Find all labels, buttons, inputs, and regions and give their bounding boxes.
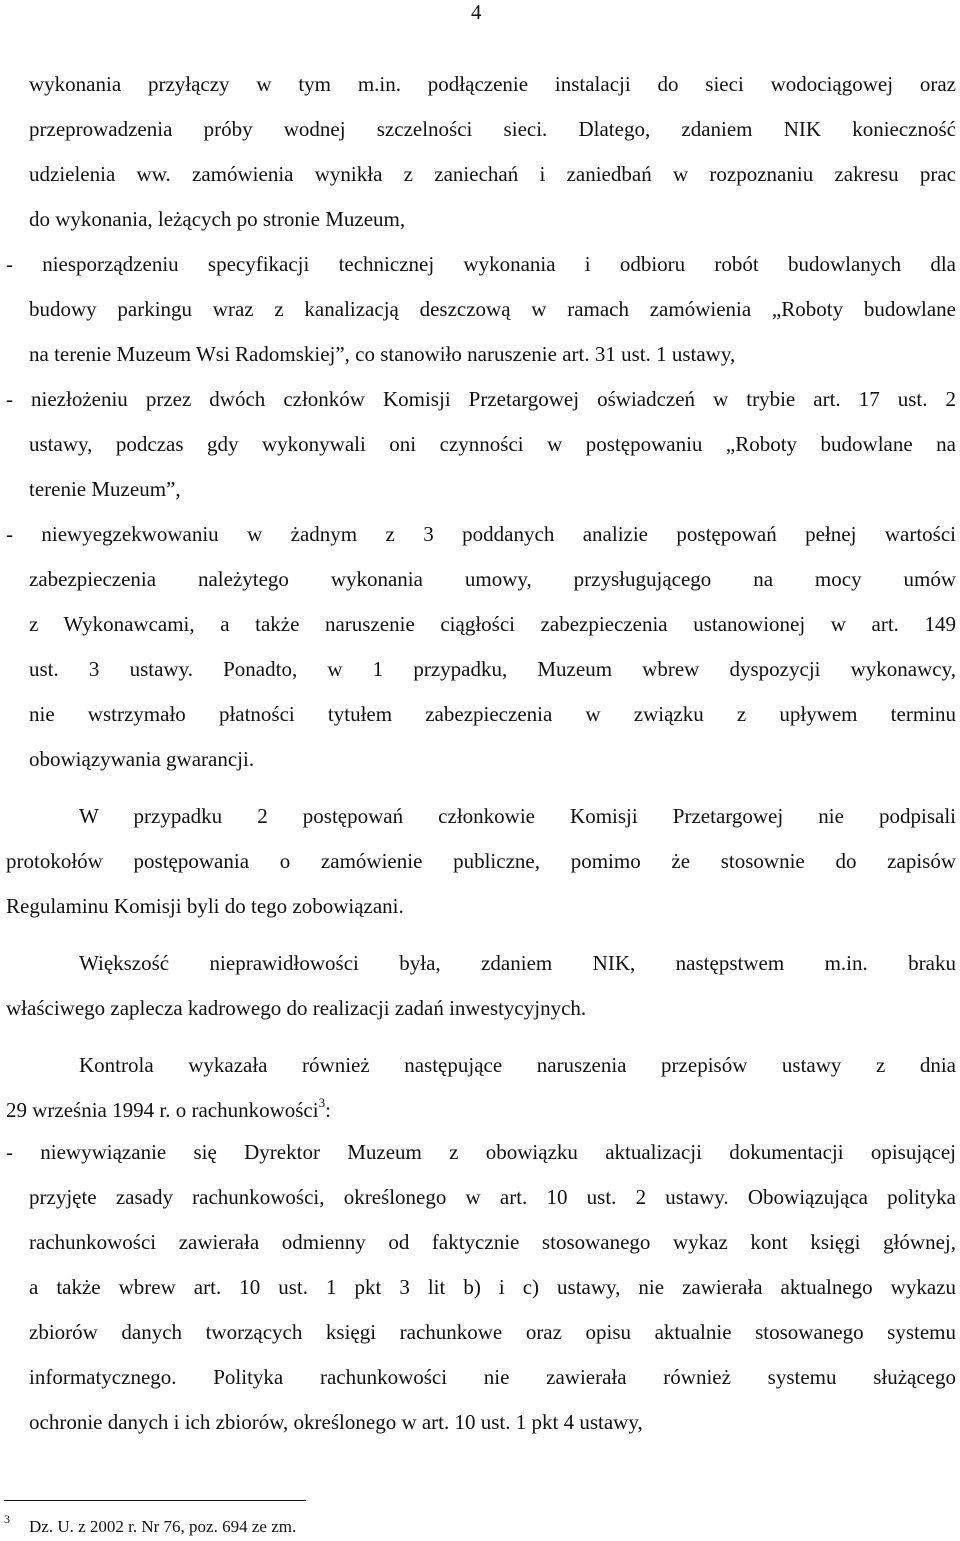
footnote-marker: 3 [4,1512,10,1526]
paragraph-first-line: Kontrola wykazała również następujące naruszenia przepisów ustawy z dnia [79,1053,956,1077]
text-line: właściwego zaplecza kadrowego do realizacji zadań inwestycyjnych. [6,996,587,1020]
text-line: zabezpieczenia należytego wykonania umowy, przysługującego na mocy umów [29,567,956,591]
text-line: z Wykonawcami, a także naruszenie ciągłości zabezpieczenia ustanowionej w art. 149 [29,612,956,636]
paragraph-first-line: Większość nieprawidłowości była, zdaniem NIK, następstwem m.in. braku [79,951,956,975]
text-line: wykonania przyłączy w tym m.in. podłączenie instalacji do sieci wodociągowej oraz [29,72,956,96]
text-line: przeprowadzenia próby wodnej szczelności sieci. Dlatego, zdaniem NIK konieczność [29,117,956,141]
text-segment: 29 września 1994 r. o rachunkowości [6,1098,319,1122]
text-line: do wykonania, leżących po stronie Muzeum, [29,207,406,231]
text-line: przyjęte zasady rachunkowości, określonego w art. 10 ust. 2 ustawy. Obowiązująca polityka [29,1185,956,1209]
footnote-reference[interactable]: 3 [318,1095,326,1110]
text-line [6,1097,331,1123]
text-line: terenie Muzeum”, [29,477,181,501]
text-line: zbiorów danych tworzących księgi rachunkowe oraz opisu aktualnie stosowanego systemu [29,1320,956,1344]
footnote-separator [4,1500,306,1501]
text-line: ochronie danych i ich zbiorów, określonego w art. 10 ust. 1 pkt 4 ustawy, [29,1410,643,1434]
text-line: obowiązywania gwarancji. [29,747,255,771]
text-line: informatycznego. Polityka rachunkowości nie zawierała również systemu służącego [29,1365,956,1389]
footnote-text: Dz. U. z 2002 r. Nr 76, poz. 694 ze zm. [29,1517,297,1536]
list-item-line: - niewyegzekwowaniu w żadnym z 3 poddanych analizie postępowań pełnej wartości [6,522,956,546]
text-line: budowy parkingu wraz z kanalizacją deszczową w ramach zamówienia „Roboty budowlane [29,297,956,321]
list-item-line: - niewywiązanie się Dyrektor Muzeum z obowiązku aktualizacji dokumentacji opisującej [6,1140,956,1164]
page-number: 4 [471,0,482,24]
list-item-line: - niezłożeniu przez dwóch członków Komisji Przetargowej oświadczeń w trybie art. 17 ust. 2 [6,387,956,411]
text-line: protokołów postępowania o zamówienie publiczne, pomimo że stosownie do zapisów [6,849,956,873]
text-line: ustawy, podczas gdy wykonywali oni czynności w postępowaniu „Roboty budowlane na [29,432,956,456]
text-line: udzielenia ww. zamówienia wynikła z zaniechań i zaniedbań w rozpoznaniu zakresu prac [29,162,956,186]
text-line: Regulaminu Komisji byli do tego zobowiązani. [6,894,404,918]
text-line: rachunkowości zawierała odmienny od faktycznie stosowanego wykaz kont księgi głównej, [29,1230,956,1254]
text-line: ust. 3 ustawy. Ponadto, w 1 przypadku, Muzeum wbrew dyspozycji wykonawcy, [29,657,956,681]
list-item-line: - niesporządzeniu specyfikacji technicznej wykonania i odbioru robót budowlanych dla [6,252,956,276]
text-line: a także wbrew art. 10 ust. 1 pkt 3 lit b) i c) ustawy, nie zawierała aktualnego wykazu [29,1275,956,1299]
text-segment: : [325,1098,331,1122]
paragraph-first-line: W przypadku 2 postępowań członkowie Komisji Przetargowej nie podpisali [79,804,956,828]
text-line: na terenie Muzeum Wsi Radomskiej”, co stanowiło naruszenie art. 31 ust. 1 ustawy, [29,342,736,366]
text-line: nie wstrzymało płatności tytułem zabezpieczenia w związku z upływem terminu [29,702,956,726]
